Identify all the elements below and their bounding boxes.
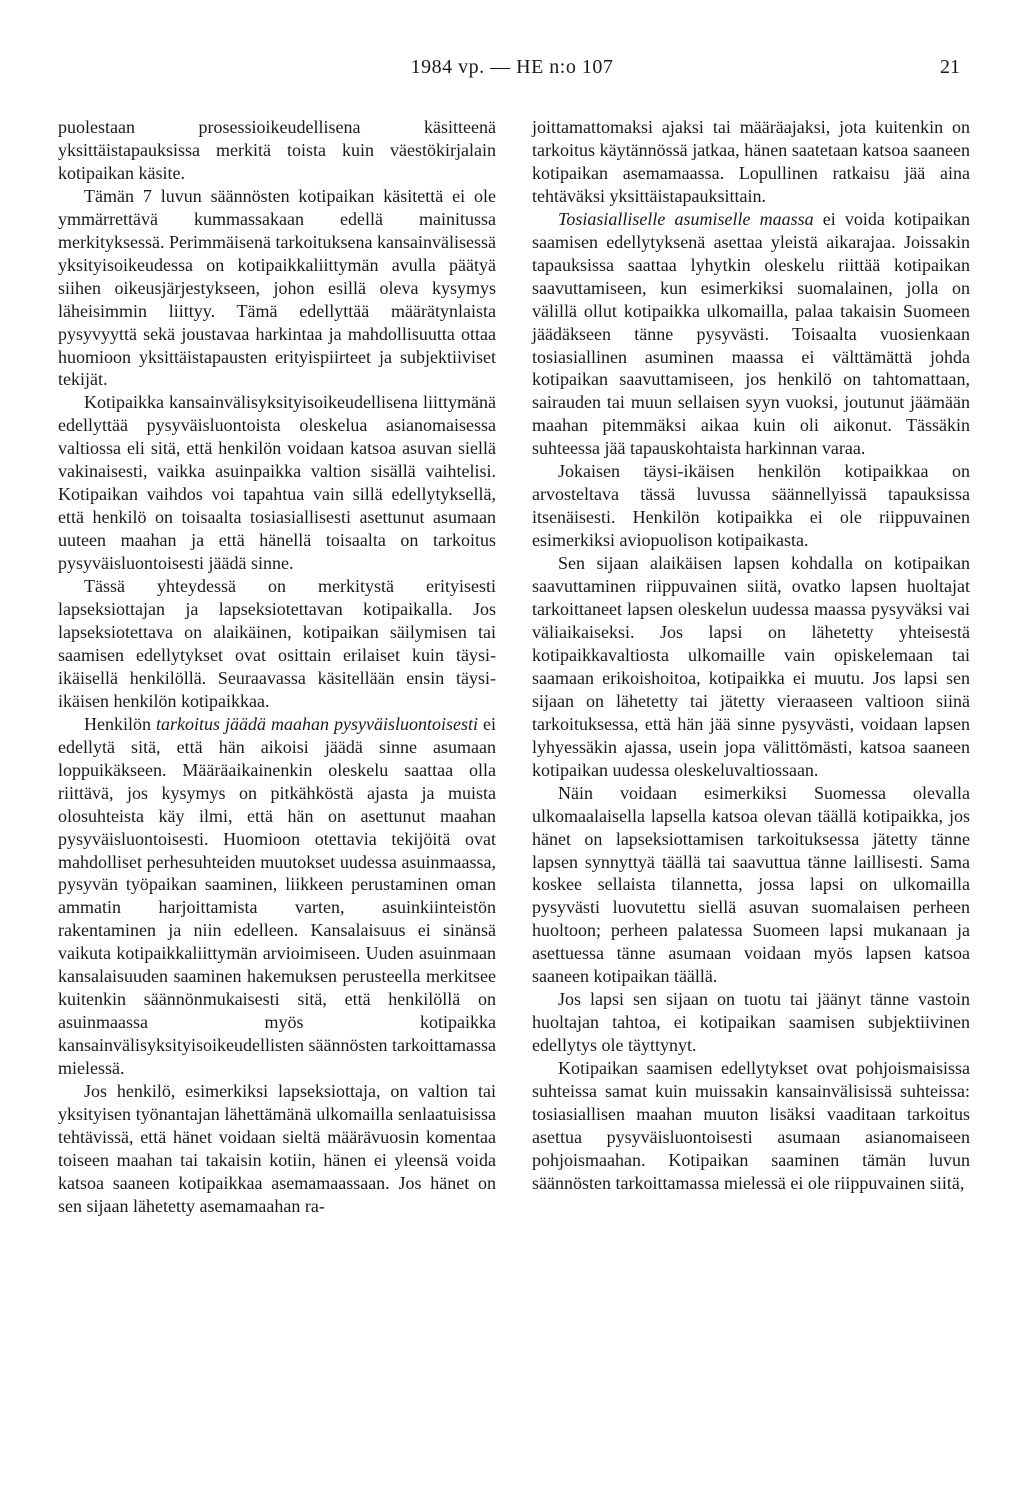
page-number: 21 <box>940 56 960 78</box>
running-header: 1984 vp. — HE n:o 107 <box>410 56 614 78</box>
paragraph: Jokaisen täysi-ikäisen henkilön kotipaikkaa on arvosteltava tässä luvussa säännellyissä tapauksissa itsenäisesti. Henkilön kotipaikka ei ole riippuvainen esimerkiksi aviopuolison kotipaikasta. <box>532 461 970 551</box>
paragraph <box>58 713 496 1080</box>
paragraph-lead: Henkilön <box>84 713 156 734</box>
paragraph: Tämän 7 luvun säännösten kotipaikan käsitettä ei ole ymmärrettävä kummassakaan edellä mainitussa merkityksessä. Perimmäisenä tarkoituksena kansainvälisessä yksityisoikeudessa on kotipaikkaliittymän avulla päätyä siihen oikeusjärjestykseen, johon esillä oleva kysymys läheisimmin liittyy. Tämä edellyttää määrätynlaista pysyvyyttä sekä joustavaa harkintaa ja mahdollisuutta ottaa huomioon yksittäistapausten erityispiirteet ja subjektiiviset tekijät. <box>58 185 496 390</box>
paragraph-body: ei edellytä sitä, että hän aikoisi jäädä sinne asumaan loppuikäkseen. Määräaikainenkin oleskelu saattaa olla riittävä, jos kysymys on pitkähköstä ajasta ja muista olosuhteista käy ilmi, että hän on asettunut maahan pysyväisluontoisesti. Huomioon otettavia tekijöitä ovat mahdolliset perhesuhteiden muutokset uudessa asuinmaassa, pysyvän työpaikan saaminen, liikkeen perustaminen oman ammatin harjoittamista varten, asuinkiinteistön rakentaminen ja niin edelleen. Kansalaisuus ei sinänsä vaikuta kotipaikkaliittymän arvioimiseen. Uuden asuinmaan kansalaisuuden saaminen hakemuksen perusteella merkitsee kuitenkin säännönmukaisesti sitä, että henkilöllä on asuinmaassa myös kotipaikka kansainvälisyksityisoikeudellisten säännösten tarkoittamassa mielessä. <box>58 713 496 1079</box>
emphasized-term: tarkoitus jäädä maahan pysyväisluontoisesti <box>156 713 478 734</box>
paragraph: joittamattomaksi ajaksi tai määräajaksi, jota kuitenkin on tarkoitus käytännössä jatkaa, hänen saatetaan katsoa saaneen kotipaikan asemamaassa. Lopullinen ratkaisu jää aina tehtäväksi yksittäistapauksittain. <box>532 117 970 206</box>
paragraph-body: ei voida kotipaikan saamisen edellytyksenä asettaa yleistä aikarajaa. Joissakin tapauksissa saattaa lyhytkin oleskelu riittää kotipaikan saavuttamiseen, kun esimerkiksi suomalainen, jolla on välillä ollut kotipaikka ulkomailla, palaa takaisin Suomeen jäädäkseen tänne pysyvästi. Toisaalta vuosienkaan tosiasiallinen asuminen maassa ei välttämättä johda kotipaikan saavuttamiseen, jos henkilö on tahtomattaan, sairauden tai muun sellaisen syyn vuoksi, joutunut jäämään maahan pitemmäksi aikaa kuin oli aikonut. Tässäkin suhteessa jää tapauskohtaista harkinnan varaa. <box>532 208 971 459</box>
page-header <box>0 56 1024 86</box>
paragraph: Kotipaikan saamisen edellytykset ovat pohjoismaisissa suhteissa samat kuin muissakin kansainvälisissä suhteissa: tosiasiallisen maahan muuton lisäksi vaaditaan tarkoitus asettua pysyväisluontoisesti asumaan asianomaiseen pohjoismaahan. Kotipaikan saaminen tämän luvun säännösten tarkoittamassa mielessä ei ole riippuvainen siitä, <box>532 1058 970 1193</box>
paragraph: Jos lapsi sen sijaan on tuotu tai jäänyt tänne vastoin huoltajan tahtoa, ei kotipaikan saamisen subjektiivinen edellytys ole täyttynyt. <box>532 989 970 1056</box>
paragraph: puolestaan prosessioikeudellisena käsitteenä yksittäistapauksissa merkitä toista kuin väestökirjalain kotipaikan käsite. <box>58 117 496 183</box>
paragraph: Tässä yhteydessä on merkitystä erityisesti lapseksiottajan ja lapseksiotettavan kotipaikalla. Jos lapseksiotettava on alaikäinen, kotipaikan säilymisen tai saamisen edellytykset ovat osittain erilaiset kuin täysi-ikäisellä henkilöllä. Seuraavassa käsitellään ensin täysi-ikäisen henkilön kotipaikkaa. <box>58 576 496 711</box>
paragraph: Jos henkilö, esimerkiksi lapseksiottaja, on valtion tai yksityisen työnantajan lähettämänä ulkomailla senlaatuisissa tehtävissä, että hänet voidaan sieltä määrävuosin komentaa toiseen maahan tai takaisin kotiin, hänen ei yleensä voida katsoa saaneen kotipaikkaa asemamaassaan. Jos hänet on sen sijaan lähetetty asemamaahan ra- <box>58 1081 496 1216</box>
right-column <box>532 116 970 1195</box>
paragraph: Sen sijaan alaikäisen lapsen kohdalla on kotipaikan saavuttaminen riippuvainen siitä, ovatko lapsen huoltajat tarkoittaneet lapsen oleskelun uudessa maassa pysyväksi vai väliaikaiseksi. Jos lapsi on lähetetty yhteisestä kotipaikkavaltiosta ulkomaille vain opiskelemaan tai saamaan erikoishoitoa, kotipaikka ei muutu. Jos lapsi sen sijaan on lähetetty tai jätetty vieraaseen valtioon siinä tarkoituksessa, että hän jää sinne pysyvästi, voidaan lapsen lyhyessäkin ajassa, usein jopa välittömästi, katsoa saaneen kotipaikan uudessa oleskeluvaltiossaan. <box>532 553 970 780</box>
paragraph <box>532 208 970 460</box>
emphasized-term: Tosiasialliselle asumiselle maassa <box>558 208 814 229</box>
left-column <box>58 116 496 1218</box>
paragraph: Kotipaikka kansainvälisyksityisoikeudellisena liittymänä edellyttää pysyväisluontoista oleskelua asianomaisessa valtiossa eli sitä, että henkilön voidaan katsoa asuvan siellä vakinaisesti, vaikka asuinpaikka valtion sisällä vaihtelisi. Kotipaikan vaihdos voi tapahtua vain sillä edellytyksellä, että henkilö on toisaalta tosiasiallisesti asettunut asumaan uuteen maahan ja että hänellä toisaalta on tarkoitus pysyväisluontoisesti jäädä sinne. <box>58 392 496 574</box>
paragraph: Näin voidaan esimerkiksi Suomessa olevalla ulkomaalaisella lapsella katsoa olevan täällä kotipaikka, jos hänet on lapseksiottamisen tarkoituksessa jätetty tänne lapsen synnyttyä täällä tai saavuttua tänne laillisesti. Sama koskee sellaista tilannetta, jossa lapsi on ulkomailla pysyvästi luovutettu siellä asuvan suomalaisen perheen huoltoon; perheen palatessa Suomeen lapsi mukanaan ja asettuessa tänne asumaan voidaan myös lapsen katsoa saaneen kotipaikan täällä. <box>532 782 970 987</box>
